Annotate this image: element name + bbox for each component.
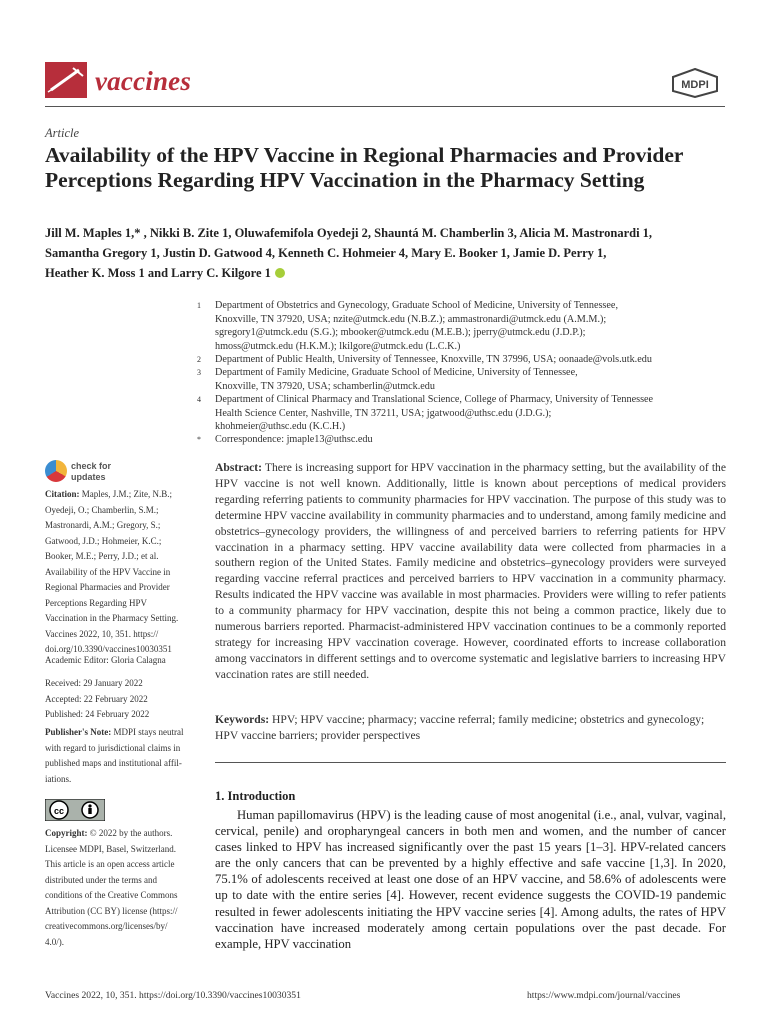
copyright-block: Copyright: © 2022 by the authors. Licensee MDPI, Basel, Switzerland. This article is an open access article distributed under the terms and conditions of the Creative Commons Attribution (CC BY) license (https:// creativecommons.org/licenses/by/ 4.0/). bbox=[45, 828, 178, 947]
keywords: Keywords: HPV; HPV vaccine; pharmacy; vaccine referral; family medicine; obstetrics and gynecology; HPV vaccine barriers; provider perspectives bbox=[215, 713, 705, 742]
orcid-icon[interactable] bbox=[275, 268, 285, 278]
journal-name: vaccines bbox=[95, 66, 192, 96]
footer-journal-link[interactable]: https://www.mdpi.com/journal/vaccines bbox=[527, 990, 681, 1001]
affiliation-3: 3 Department of Family Medicine, Graduate School of Medicine, University of Tennessee, Knoxville, TN 37920, USA; schamberlin@utmck.edu bbox=[197, 367, 578, 392]
dates-block: Received: 29 January 2022 Accepted: 22 February 2022 Published: 24 February 2022 bbox=[45, 678, 150, 719]
mdpi-logo bbox=[670, 68, 720, 98]
academic-editor: Academic Editor: Gloria Calagna bbox=[45, 655, 166, 665]
author-list bbox=[45, 223, 735, 283]
author-line-1: Jill M. Maples 1,* , Nikki B. Zite 1, Oluwafemifola Oyedeji 2, Shauntá M. Chamberlin 3, Alicia M. Mastronardi 1, bbox=[45, 226, 653, 240]
author-line-3: Heather K. Moss 1 and Larry C. Kilgore 1 bbox=[45, 263, 735, 283]
doi-link[interactable]: doi.org/10.3390/vaccines10030351 bbox=[45, 644, 172, 654]
footer-citation[interactable]: Vaccines 2022, 10, 351. https://doi.org/10.3390/vaccines10030351 bbox=[45, 990, 301, 1001]
svg-text:MDPI: MDPI bbox=[681, 79, 709, 91]
affiliation-2: 2 Department of Public Health, University of Tennessee, Knoxville, TN 37996, USA; oonaade@vols.utk.edu bbox=[197, 354, 652, 365]
publisher-note: Publisher's Note: MDPI stays neutral with regard to jurisdictional claims in published maps and institutional affil- iations. bbox=[45, 727, 184, 784]
affiliation-4: 4 Department of Clinical Pharmacy and Translational Science, College of Pharmacy, University of Tennessee Health Science Center, Nashville, TN 37211, USA; jgatwood@uthsc.edu (J.D.G.); khohmeier@uthsc.edu (K.C.H.) bbox=[197, 394, 654, 432]
check-updates-icon bbox=[45, 460, 67, 482]
check-for-updates-button[interactable]: check for updates bbox=[45, 460, 175, 486]
header-divider bbox=[45, 106, 725, 107]
abstract: Abstract: There is increasing support for HPV vaccination in the pharmacy setting, but the availability of the HPV vaccine is not well known. Additionally, little is known about perceptions of medical providers regarding referring patients to community pharmacies for HPV vaccination. The purpose of this study was to determine HPV vaccine availability in community pharmacies and to understand, among family medicine and obstetrics–gynecology providers, the willingness of and perceived barriers to referring patients for HPV vaccination in a pharmacy setting. HPV vaccine availability data were collected from pharmacies in a southern region of the United States. Family medicine and obstetrics–gynecology providers were surveyed regarding vaccine referral practices and perceived barriers to HPV vaccination in a community pharmacy. Results indicated the HPV vaccine was available in most pharmacies. Providers were willing to refer patients to a community pharmacy for HPV vaccination, despite this not being a common practice, likely due to numerous barriers reported. Pharmacist-administered HPV vaccination continues to be a commonly reported strategy for increasing HPV vaccination coverage. However, coordinated efforts to increase collaboration among vaccinators in different settings and to overcome systematic and legislative barriers to increasing HPV vaccination rates are still needed. bbox=[215, 461, 726, 681]
page-title: Availability of the HPV Vaccine in Regional Pharmacies and Provider Perceptions Regarding HPV Vaccination in the Pharmacy Setting bbox=[45, 143, 684, 192]
cc-by-icon[interactable] bbox=[45, 799, 105, 821]
journal-logo bbox=[45, 62, 87, 98]
section-heading-introduction: 1. Introduction bbox=[215, 789, 296, 803]
author-line-2: Samantha Gregory 1, Justin D. Gatwood 4, Kenneth C. Hohmeier 4, Mary E. Booker 1, Jamie D. Perry 1, bbox=[45, 246, 607, 260]
correspondence: * Correspondence: jmaple13@uthsc.edu bbox=[197, 434, 373, 445]
affiliation-1: 1 Department of Obstetrics and Gynecology, Graduate School of Medicine, University of Tennessee, Knoxville, TN 37920, USA; nzite@utmck.edu (N.B.Z.); ammastronardi@utmck.edu (A.M.M.); sgregory1@utmck.edu (S.G.); mbooker@utmck.edu (M.E.B.); jperry@utmck.edu (J.D.P.); hmoss@utmck.edu (H.K.M.); lkilgore@utmck.edu (L.C.K.) bbox=[197, 300, 618, 352]
citation-block: Citation: Maples, J.M.; Zite, N.B.; Oyedeji, O.; Chamberlin, S.M.; Mastronardi, A.M.; Gregory, S.; Gatwood, J.D.; Hohmeier, K.C.; Booker, M.E.; Perry, J.D.; et al. Availability of the HPV Vaccine in Regional Pharmacies and Provider Perceptions Regarding HPV Vaccination in the Pharmacy Setting. Vaccines 2022, 10, 351. https:// doi.org/10.3390/vaccines10030351 bbox=[45, 487, 200, 658]
introduction-paragraph: Human papillomavirus (HPV) is the leading cause of most anogenital (i.e., anal, vulvar, vaginal, cervical, penile) and oropharyngeal cancers in both men and women, and the number of cancer cases linked to HPV has increased significantly over the past 15 years [1–3]. HPV-related cancers are the only cancers that can be prevented by a highly effective and safe vaccine [1,3]. In 2020, 75.1% of adolescents received at least one dose of an HPV vaccine, and 58.6% of adolescents were up to date with the entire series [4]. However, recent evidence suggests the COVID-19 pandemic resulted in fewer adolescents initiating the HPV vaccine series [4]. Among adults, the rates of HPV vaccination have increased moderately among certain populations over the past decade. For example, HPV vaccination bbox=[215, 808, 726, 951]
svg-text:cc: cc bbox=[53, 806, 65, 816]
article-type: Article bbox=[45, 126, 80, 140]
section-divider bbox=[215, 762, 726, 763]
